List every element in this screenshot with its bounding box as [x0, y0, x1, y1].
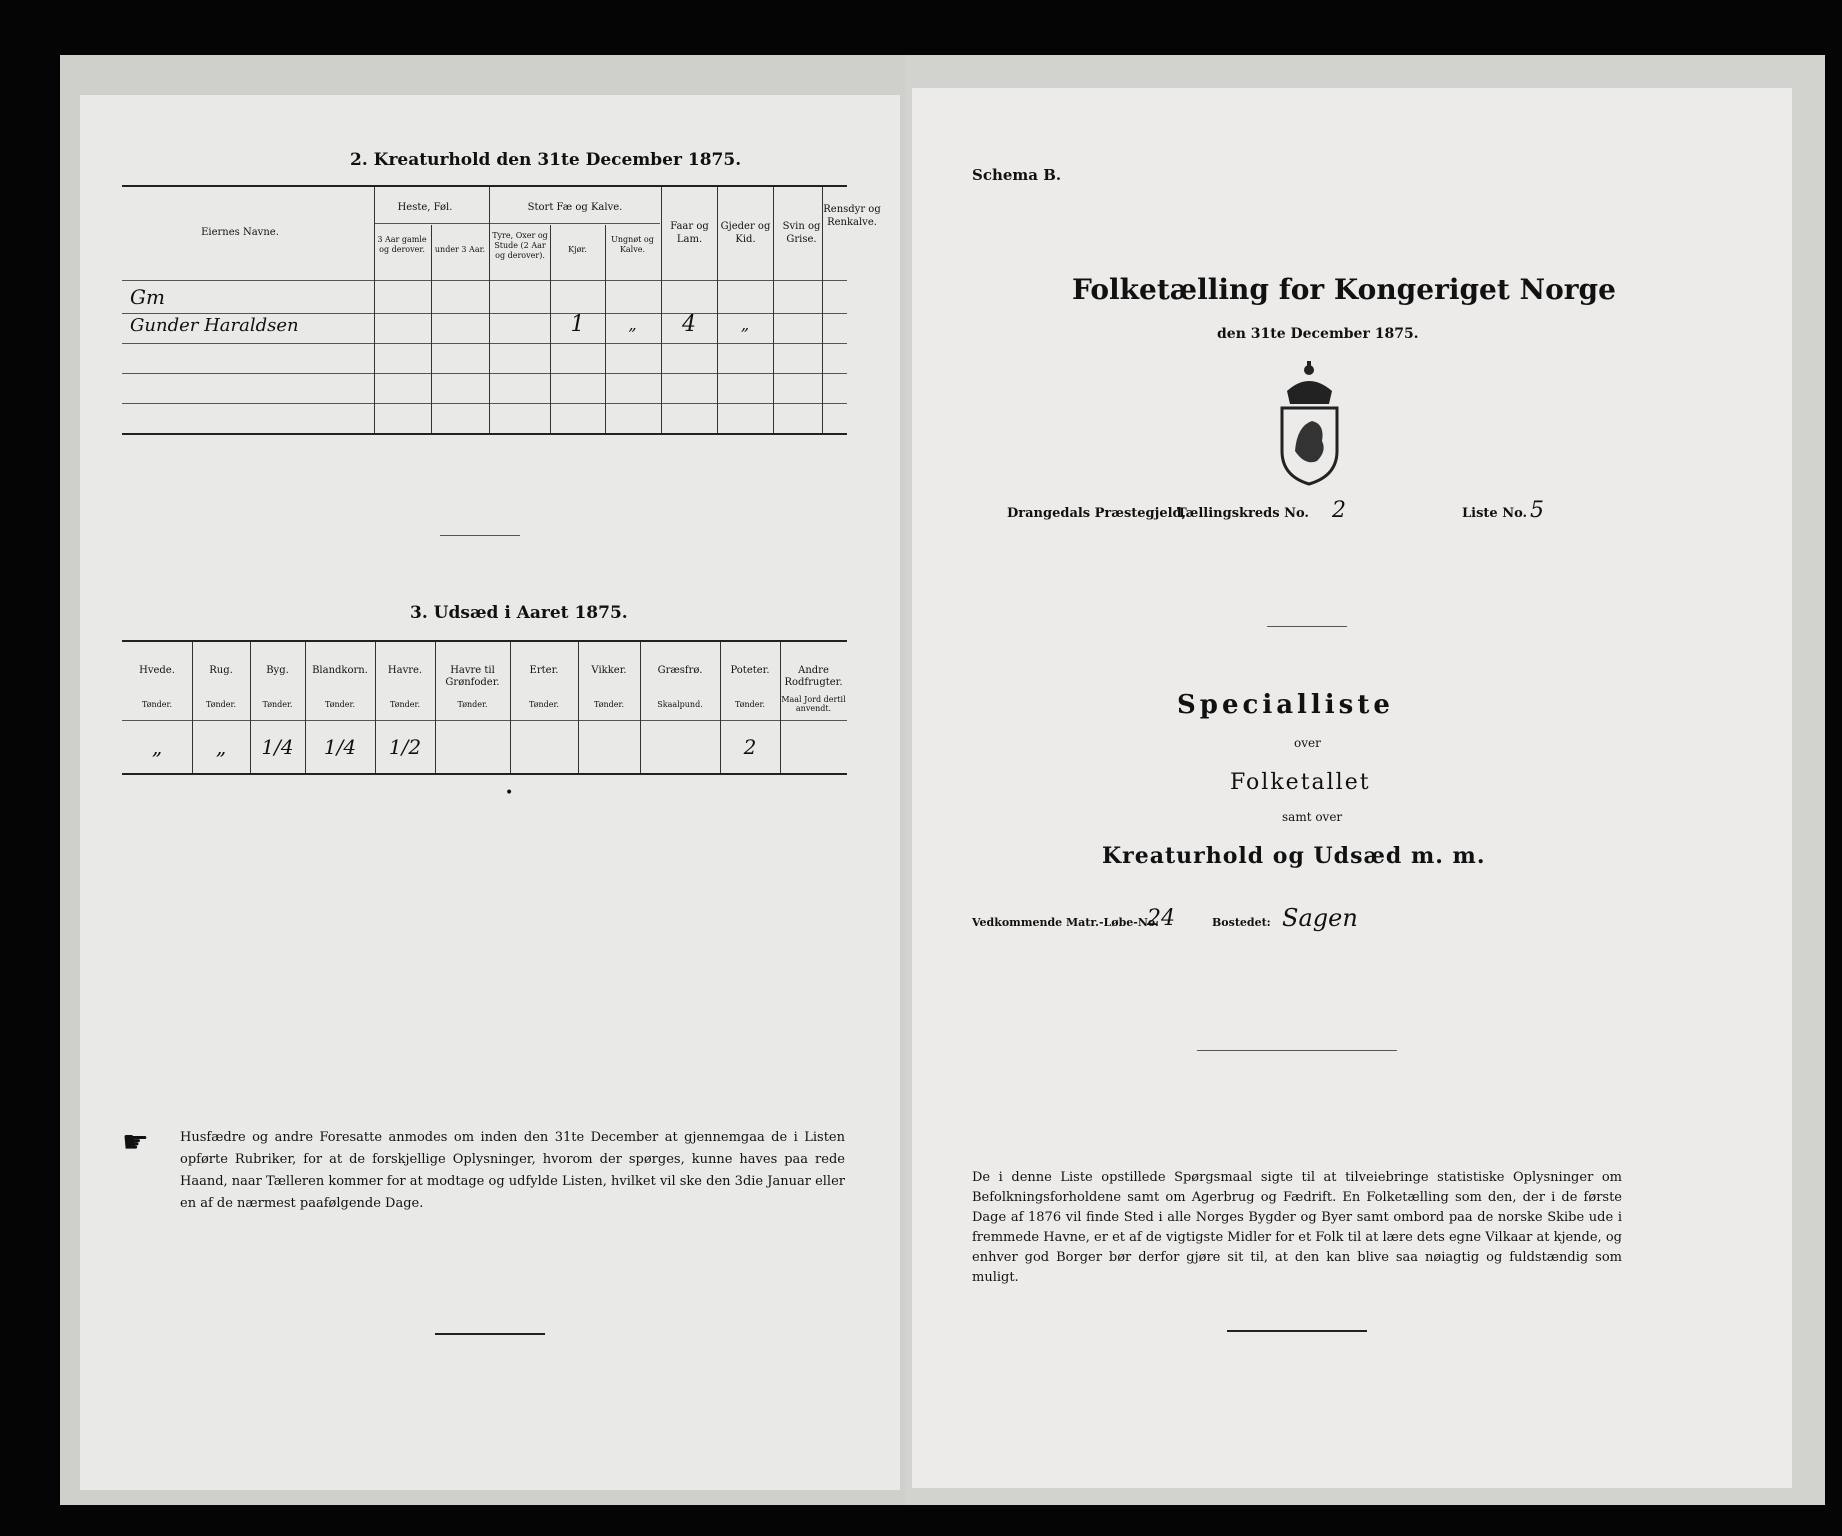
- folketallet-title: Folketallet: [1230, 770, 1371, 795]
- right-divider-1: [1267, 626, 1347, 627]
- table2-vline-1: [374, 187, 375, 433]
- table3-cell-value: 1/2: [388, 735, 422, 759]
- table2-header-rule: [122, 280, 847, 281]
- over-text-2: samt over: [1282, 810, 1343, 824]
- table2-col-young: Ungnøt og Kalve.: [611, 235, 654, 254]
- table3-col-header: Vikker.: [591, 665, 627, 676]
- table3-col-unit: Tønder.: [324, 700, 356, 709]
- table2-vline-9: [822, 187, 823, 433]
- kreaturhold-title: Kreaturhold og Udsæd m. m.: [1102, 843, 1486, 869]
- table3-col-unit: Maal Jord dertil anvendt.: [781, 695, 846, 713]
- table3-col-unit: Skaalpund.: [657, 700, 703, 709]
- table3-col-unit: Tønder.: [205, 700, 237, 709]
- table2-col-cows: Kjør.: [568, 245, 587, 254]
- table2-vline-2: [431, 225, 432, 433]
- table2-row2-name: Gunder Haraldsen: [130, 315, 299, 336]
- table3-col-header: Havre.: [387, 665, 423, 676]
- table2-row-rule-2: [122, 343, 847, 344]
- table2-row-rule-3: [122, 373, 847, 374]
- bosted-label: Bostedet:: [1212, 916, 1271, 929]
- table3-col-header: Blandkorn.: [312, 665, 368, 676]
- table3-col-header: Byg.: [266, 665, 289, 676]
- table3-col-unit: Tønder.: [734, 700, 766, 709]
- bosted-value: Sagen: [1282, 904, 1358, 932]
- table2-top-rule: [122, 185, 847, 187]
- table2-horses-header: Heste, Føl.: [397, 202, 453, 213]
- table3-col-header: Erter.: [529, 665, 559, 676]
- over-text-1: over: [1294, 736, 1321, 750]
- section2-title: 2. Kreaturhold den 31te December 1875.: [350, 150, 742, 170]
- district-value: 2: [1332, 498, 1346, 523]
- table2-group-rule: [375, 223, 660, 224]
- table2-col-sheep: Faar og Lam.: [670, 221, 709, 245]
- intro-paragraph: De i denne Liste opstillede Spørgsmaal sigte til at tilveiebringe statistiske Oplysninger om Befolkningsforholdene samt om Agerbrug og Fædrift. En Folketælling som den, der i de første Dage af 1876 vil finde Sted i alle Norges Bygder og Byer samt ombord paa de norske Skibe ude i fremmede Havne, er et af de vigtigste Midler for et Folk til at lære dets egne Vilkaar at kjende, og enhver god Borger bør derfor gjøre sit til, at den kan blive saa nøiagtig og fuldstændig som muligt.: [972, 1170, 1622, 1285]
- table3-cell-value: „: [151, 735, 163, 759]
- table3-col-unit: Tønder.: [528, 700, 560, 709]
- table3-col-header: Poteter.: [730, 665, 770, 676]
- table2-vline-7: [717, 187, 718, 433]
- table3-col-unit: Tønder.: [593, 700, 625, 709]
- table2-col-pigs: Svin og Grise.: [782, 221, 821, 245]
- table2-owner-header: Eiernes Navne.: [201, 227, 279, 238]
- special-list-title: Specialliste: [1177, 690, 1394, 720]
- table2-vline-6: [661, 187, 662, 433]
- table2-row-rule-4: [122, 403, 847, 404]
- pointing-hand-icon: ☛: [122, 1125, 149, 1160]
- table3-bottom-rule: [122, 773, 847, 775]
- table3-top-rule: [122, 640, 847, 642]
- right-divider-2: [1197, 1050, 1397, 1051]
- table3-col-header: Havre til Grønfoder.: [445, 665, 500, 688]
- table3-cell-value: 1/4: [261, 735, 294, 759]
- table3-cell-value: 1/4: [323, 735, 357, 759]
- table3-cell-value: „: [215, 735, 227, 759]
- parish-label: Drangedals Præstegjeld,: [1007, 506, 1187, 521]
- section3-title: 3. Udsæd i Aaret 1875.: [410, 603, 628, 623]
- district-label: Tællingskreds No.: [1177, 506, 1309, 521]
- notice-text: Husfædre og andre Foresatte anmodes om inden den 31te December at gjennemgaa de i Listen opførte Rubriker, for at de forskjellige Oplysninger, hvorom der spørges, kunne haves paa rede Haand, naar Tælleren kommer for at modtage og udfylde Listen, hvilket vil ske den 3die Januar eller en af de nærmest paafølgende Dage.: [180, 1130, 845, 1211]
- table2-row1-name: Gm: [130, 285, 165, 309]
- table2-row2-young: „: [628, 315, 637, 334]
- left-page: [80, 95, 900, 1490]
- table3-col-header: Græsfrø.: [657, 665, 703, 676]
- table3-col-unit: Tønder.: [141, 700, 173, 709]
- short-divider-1: [440, 535, 520, 536]
- table2-col-horse-old: 3 Aar gamle og derover.: [377, 235, 427, 254]
- table2-bottom-rule: [122, 433, 847, 435]
- table3-col-header: Andre Rodfrugter.: [784, 665, 843, 688]
- table3-col-header: Rug.: [209, 665, 233, 676]
- main-title: Folketælling for Kongeriget Norge: [1072, 273, 1616, 306]
- table2-row-rule-1: [122, 313, 847, 314]
- table3-header-rule: [122, 720, 847, 721]
- norway-coat-of-arms: [1267, 356, 1352, 486]
- table2-vline-8: [773, 187, 774, 433]
- table2-col-goats: Gjeder og Kid.: [720, 221, 771, 245]
- right-page: [912, 88, 1792, 1488]
- census-date: den 31te December 1875.: [1217, 326, 1419, 342]
- list-value: 5: [1530, 498, 1544, 523]
- matr-value: 24: [1147, 906, 1175, 931]
- table2-row2-goats: „: [740, 315, 750, 334]
- table3-col-unit: Tønder.: [389, 700, 421, 709]
- short-divider-2: [435, 1333, 545, 1335]
- table2-vline-3: [489, 187, 490, 433]
- right-divider-3: [1227, 1330, 1367, 1332]
- table3-col-unit: Tønder.: [262, 700, 293, 709]
- table2-col-reindeer: Rensdyr og Renkalve.: [823, 204, 881, 228]
- list-label: Liste No.: [1462, 506, 1528, 521]
- table2-col-horse-young: under 3 Aar.: [434, 245, 486, 254]
- table2-cattle-header: Stort Fæ og Kalve.: [527, 202, 623, 213]
- table2-row2-cows: 1: [570, 312, 585, 337]
- table3-col-unit: Tønder.: [457, 700, 488, 709]
- table2-col-bulls: Tyre, Oxer og Stude (2 Aar og derover).: [492, 231, 548, 260]
- table3-col-header: Hvede.: [139, 665, 175, 676]
- small-dot: •: [505, 785, 514, 801]
- matr-label: Vedkommende Matr.-Løbe-No.: [972, 916, 1159, 929]
- table3-cell-value: 2: [743, 735, 757, 759]
- table2-row2-sheep: 4: [682, 312, 696, 337]
- schema-label: Schema B.: [972, 166, 1062, 184]
